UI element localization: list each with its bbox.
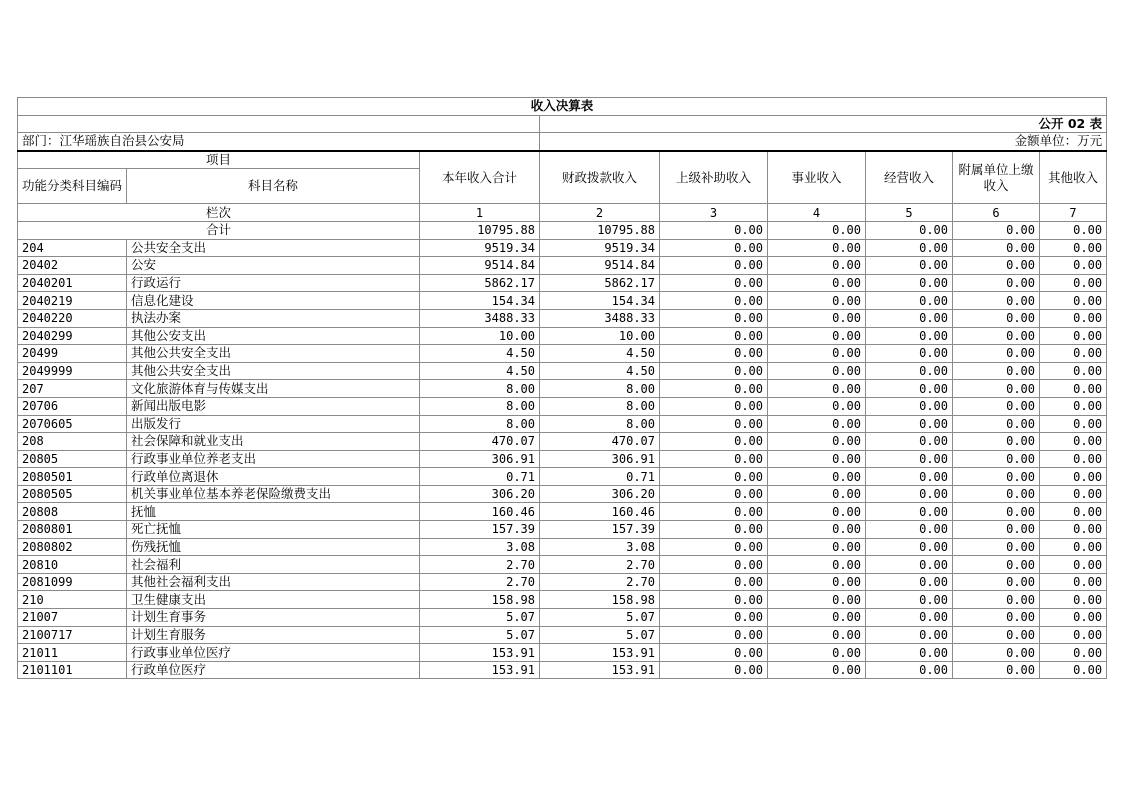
amount-cell: 0.00 bbox=[768, 415, 866, 433]
subject-name: 行政单位离退休 bbox=[127, 468, 420, 486]
amount-cell: 0.00 bbox=[866, 362, 953, 380]
amount-cell: 0.00 bbox=[660, 626, 768, 644]
amount-cell: 0.00 bbox=[768, 538, 866, 556]
amount-cell: 0.00 bbox=[1040, 573, 1107, 591]
amount-cell: 0.00 bbox=[1040, 556, 1107, 574]
amount-cell: 0.00 bbox=[953, 591, 1040, 609]
total-label: 合计 bbox=[18, 221, 420, 239]
amount-cell: 0.00 bbox=[1040, 362, 1107, 380]
subject-code: 2049999 bbox=[18, 362, 127, 380]
column-number: 3 bbox=[660, 204, 768, 222]
amount-cell: 4.50 bbox=[420, 362, 540, 380]
amount-cell: 0.00 bbox=[660, 573, 768, 591]
amount-cell: 153.91 bbox=[540, 644, 660, 662]
subject-code: 20706 bbox=[18, 397, 127, 415]
amount-cell: 0.00 bbox=[660, 485, 768, 503]
column-number: 4 bbox=[768, 204, 866, 222]
amount-cell: 0.00 bbox=[660, 292, 768, 310]
amount-cell: 0.00 bbox=[866, 485, 953, 503]
subject-name: 计划生育服务 bbox=[127, 626, 420, 644]
subject-name: 死亡抚恤 bbox=[127, 521, 420, 539]
col-header-7: 其他收入 bbox=[1040, 151, 1107, 204]
amount-cell: 0.00 bbox=[953, 538, 1040, 556]
amount-cell: 0.00 bbox=[953, 380, 1040, 398]
amount-cell: 0.00 bbox=[953, 274, 1040, 292]
amount-cell: 0.00 bbox=[953, 485, 1040, 503]
amount-cell: 0.00 bbox=[953, 468, 1040, 486]
amount-cell: 0.00 bbox=[953, 292, 1040, 310]
subject-name: 计划生育事务 bbox=[127, 609, 420, 627]
amount-cell: 0.00 bbox=[866, 239, 953, 257]
amount-cell: 0.00 bbox=[866, 433, 953, 451]
amount-cell: 153.91 bbox=[420, 644, 540, 662]
subject-code: 2080505 bbox=[18, 485, 127, 503]
total-value: 0.00 bbox=[953, 221, 1040, 239]
col-header-5: 经营收入 bbox=[866, 151, 953, 204]
amount-cell: 0.00 bbox=[660, 609, 768, 627]
unit-label: 金额单位：万元 bbox=[540, 133, 1107, 151]
amount-cell: 0.00 bbox=[1040, 274, 1107, 292]
table-row bbox=[18, 503, 1107, 521]
table-row bbox=[18, 345, 1107, 363]
subject-name: 社会保障和就业支出 bbox=[127, 433, 420, 451]
amount-cell: 0.00 bbox=[660, 503, 768, 521]
amount-cell: 0.00 bbox=[660, 556, 768, 574]
table-title: 收入决算表 bbox=[18, 98, 1107, 116]
amount-cell: 2.70 bbox=[420, 556, 540, 574]
amount-cell: 0.00 bbox=[953, 257, 1040, 275]
amount-cell: 0.00 bbox=[953, 573, 1040, 591]
amount-cell: 0.00 bbox=[768, 591, 866, 609]
amount-cell: 0.00 bbox=[660, 415, 768, 433]
amount-cell: 0.00 bbox=[866, 292, 953, 310]
amount-cell: 5.07 bbox=[420, 626, 540, 644]
amount-cell: 0.00 bbox=[768, 345, 866, 363]
amount-cell: 0.00 bbox=[1040, 450, 1107, 468]
amount-cell: 157.39 bbox=[540, 521, 660, 539]
table-row bbox=[18, 257, 1107, 275]
amount-cell: 0.00 bbox=[866, 380, 953, 398]
total-value: 0.00 bbox=[660, 221, 768, 239]
amount-cell: 0.00 bbox=[660, 257, 768, 275]
amount-cell: 0.00 bbox=[768, 239, 866, 257]
amount-cell: 9514.84 bbox=[420, 257, 540, 275]
amount-cell: 0.00 bbox=[866, 609, 953, 627]
amount-cell: 0.00 bbox=[768, 468, 866, 486]
amount-cell: 0.00 bbox=[768, 573, 866, 591]
amount-cell: 160.46 bbox=[540, 503, 660, 521]
amount-cell: 306.91 bbox=[540, 450, 660, 468]
table-row bbox=[18, 274, 1107, 292]
amount-cell: 306.20 bbox=[420, 485, 540, 503]
amount-cell: 0.00 bbox=[866, 556, 953, 574]
amount-cell: 0.00 bbox=[866, 644, 953, 662]
amount-cell: 3488.33 bbox=[540, 309, 660, 327]
amount-cell: 0.00 bbox=[953, 609, 1040, 627]
amount-cell: 0.00 bbox=[866, 468, 953, 486]
column-number-row bbox=[18, 204, 1107, 222]
amount-cell: 0.00 bbox=[1040, 292, 1107, 310]
amount-cell: 0.00 bbox=[768, 521, 866, 539]
amount-cell: 0.00 bbox=[953, 309, 1040, 327]
subject-code: 20499 bbox=[18, 345, 127, 363]
subject-name: 机关事业单位基本养老保险缴费支出 bbox=[127, 485, 420, 503]
amount-cell: 0.00 bbox=[768, 257, 866, 275]
amount-cell: 470.07 bbox=[540, 433, 660, 451]
subject-name: 其他公共安全支出 bbox=[127, 345, 420, 363]
amount-cell: 0.00 bbox=[866, 591, 953, 609]
amount-cell: 0.00 bbox=[768, 644, 866, 662]
subject-code: 2040219 bbox=[18, 292, 127, 310]
amount-cell: 0.00 bbox=[660, 591, 768, 609]
subject-code: 2040299 bbox=[18, 327, 127, 345]
amount-cell: 0.00 bbox=[768, 433, 866, 451]
subject-name: 伤残抚恤 bbox=[127, 538, 420, 556]
table-row bbox=[18, 397, 1107, 415]
amount-cell: 0.00 bbox=[953, 644, 1040, 662]
amount-cell: 154.34 bbox=[420, 292, 540, 310]
subject-code: 204 bbox=[18, 239, 127, 257]
amount-cell: 0.00 bbox=[866, 345, 953, 363]
amount-cell: 0.00 bbox=[953, 397, 1040, 415]
amount-cell: 158.98 bbox=[540, 591, 660, 609]
subject-name: 其他公安支出 bbox=[127, 327, 420, 345]
amount-cell: 5.07 bbox=[540, 626, 660, 644]
subject-code: 20810 bbox=[18, 556, 127, 574]
title-row bbox=[18, 98, 1107, 116]
amount-cell: 0.00 bbox=[768, 556, 866, 574]
total-value: 0.00 bbox=[866, 221, 953, 239]
subject-code: 208 bbox=[18, 433, 127, 451]
amount-cell: 8.00 bbox=[540, 397, 660, 415]
amount-cell: 0.00 bbox=[1040, 661, 1107, 679]
amount-cell: 0.00 bbox=[953, 327, 1040, 345]
amount-cell: 9519.34 bbox=[540, 239, 660, 257]
table-row bbox=[18, 521, 1107, 539]
amount-cell: 0.00 bbox=[953, 521, 1040, 539]
subject-name: 信息化建设 bbox=[127, 292, 420, 310]
amount-cell: 0.00 bbox=[660, 239, 768, 257]
amount-cell: 8.00 bbox=[540, 415, 660, 433]
subject-name: 社会福利 bbox=[127, 556, 420, 574]
amount-cell: 8.00 bbox=[420, 397, 540, 415]
amount-cell: 0.00 bbox=[768, 327, 866, 345]
form-number-row bbox=[18, 115, 1107, 133]
amount-cell: 0.00 bbox=[768, 609, 866, 627]
amount-cell: 0.00 bbox=[660, 362, 768, 380]
amount-cell: 0.00 bbox=[768, 292, 866, 310]
amount-cell: 0.00 bbox=[866, 626, 953, 644]
table-row bbox=[18, 468, 1107, 486]
amount-cell: 0.00 bbox=[953, 415, 1040, 433]
amount-cell: 470.07 bbox=[420, 433, 540, 451]
amount-cell: 4.50 bbox=[420, 345, 540, 363]
amount-cell: 0.00 bbox=[953, 239, 1040, 257]
amount-cell: 5862.17 bbox=[420, 274, 540, 292]
department-row bbox=[18, 133, 1107, 151]
amount-cell: 0.00 bbox=[1040, 397, 1107, 415]
amount-cell: 0.00 bbox=[1040, 309, 1107, 327]
amount-cell: 154.34 bbox=[540, 292, 660, 310]
amount-cell: 0.00 bbox=[866, 415, 953, 433]
amount-cell: 0.00 bbox=[866, 521, 953, 539]
column-number: 2 bbox=[540, 204, 660, 222]
form-number: 公开 02 表 bbox=[540, 115, 1107, 133]
amount-cell: 0.00 bbox=[660, 309, 768, 327]
amount-cell: 0.00 bbox=[1040, 609, 1107, 627]
amount-cell: 9519.34 bbox=[420, 239, 540, 257]
column-number: 6 bbox=[953, 204, 1040, 222]
amount-cell: 0.00 bbox=[768, 503, 866, 521]
total-value: 0.00 bbox=[768, 221, 866, 239]
subject-name: 其他公共安全支出 bbox=[127, 362, 420, 380]
amount-cell: 153.91 bbox=[540, 661, 660, 679]
amount-cell: 5862.17 bbox=[540, 274, 660, 292]
amount-cell: 0.00 bbox=[660, 433, 768, 451]
amount-cell: 10.00 bbox=[420, 327, 540, 345]
amount-cell: 0.00 bbox=[1040, 503, 1107, 521]
table-row bbox=[18, 309, 1107, 327]
table-row bbox=[18, 450, 1107, 468]
code-header: 功能分类科目编码 bbox=[18, 169, 127, 204]
subject-name: 行政事业单位养老支出 bbox=[127, 450, 420, 468]
subject-name: 文化旅游体育与传媒支出 bbox=[127, 380, 420, 398]
amount-cell: 0.00 bbox=[866, 309, 953, 327]
table-row bbox=[18, 362, 1107, 380]
amount-cell: 8.00 bbox=[420, 380, 540, 398]
amount-cell: 10.00 bbox=[540, 327, 660, 345]
col-header-3: 上级补助收入 bbox=[660, 151, 768, 204]
amount-cell: 0.00 bbox=[866, 450, 953, 468]
amount-cell: 0.00 bbox=[1040, 433, 1107, 451]
total-row bbox=[18, 221, 1107, 239]
amount-cell: 0.00 bbox=[1040, 257, 1107, 275]
column-number: 1 bbox=[420, 204, 540, 222]
amount-cell: 0.00 bbox=[660, 468, 768, 486]
income-final-accounts-table bbox=[17, 97, 1107, 679]
col-header-1: 本年收入合计 bbox=[420, 151, 540, 204]
amount-cell: 4.50 bbox=[540, 362, 660, 380]
subject-code: 2081099 bbox=[18, 573, 127, 591]
amount-cell: 158.98 bbox=[420, 591, 540, 609]
table-row bbox=[18, 380, 1107, 398]
amount-cell: 0.00 bbox=[660, 521, 768, 539]
amount-cell: 0.71 bbox=[420, 468, 540, 486]
amount-cell: 0.00 bbox=[768, 485, 866, 503]
subject-name: 公安 bbox=[127, 257, 420, 275]
amount-cell: 0.00 bbox=[660, 380, 768, 398]
column-number-label: 栏次 bbox=[18, 204, 420, 222]
col-header-2: 财政拨款收入 bbox=[540, 151, 660, 204]
amount-cell: 306.20 bbox=[540, 485, 660, 503]
subject-code: 21011 bbox=[18, 644, 127, 662]
amount-cell: 0.00 bbox=[953, 362, 1040, 380]
table-row bbox=[18, 292, 1107, 310]
department-label: 部门：江华瑶族自治县公安局 bbox=[18, 133, 540, 151]
amount-cell: 0.00 bbox=[1040, 644, 1107, 662]
amount-cell: 160.46 bbox=[420, 503, 540, 521]
amount-cell: 0.71 bbox=[540, 468, 660, 486]
name-header: 科目名称 bbox=[127, 169, 420, 204]
amount-cell: 0.00 bbox=[866, 257, 953, 275]
amount-cell: 0.00 bbox=[953, 503, 1040, 521]
amount-cell: 0.00 bbox=[768, 362, 866, 380]
amount-cell: 0.00 bbox=[866, 503, 953, 521]
total-value: 10795.88 bbox=[540, 221, 660, 239]
subject-name: 公共安全支出 bbox=[127, 239, 420, 257]
table-row bbox=[18, 661, 1107, 679]
subject-code: 2080501 bbox=[18, 468, 127, 486]
table-row bbox=[18, 573, 1107, 591]
subject-code: 2080801 bbox=[18, 521, 127, 539]
amount-cell: 0.00 bbox=[660, 644, 768, 662]
total-value: 0.00 bbox=[1040, 221, 1107, 239]
table-row bbox=[18, 538, 1107, 556]
amount-cell: 2.70 bbox=[540, 573, 660, 591]
table-row bbox=[18, 591, 1107, 609]
amount-cell: 0.00 bbox=[1040, 538, 1107, 556]
amount-cell: 0.00 bbox=[1040, 239, 1107, 257]
amount-cell: 3488.33 bbox=[420, 309, 540, 327]
amount-cell: 0.00 bbox=[1040, 485, 1107, 503]
amount-cell: 0.00 bbox=[953, 433, 1040, 451]
amount-cell: 0.00 bbox=[866, 397, 953, 415]
amount-cell: 3.08 bbox=[540, 538, 660, 556]
subject-name: 卫生健康支出 bbox=[127, 591, 420, 609]
subject-code: 210 bbox=[18, 591, 127, 609]
amount-cell: 3.08 bbox=[420, 538, 540, 556]
table-row bbox=[18, 327, 1107, 345]
amount-cell: 0.00 bbox=[660, 661, 768, 679]
table-row bbox=[18, 556, 1107, 574]
amount-cell: 0.00 bbox=[953, 450, 1040, 468]
table-row bbox=[18, 485, 1107, 503]
amount-cell: 157.39 bbox=[420, 521, 540, 539]
subject-name: 行政事业单位医疗 bbox=[127, 644, 420, 662]
amount-cell: 153.91 bbox=[420, 661, 540, 679]
subject-name: 行政运行 bbox=[127, 274, 420, 292]
blank-cell bbox=[18, 115, 540, 133]
column-number: 7 bbox=[1040, 204, 1107, 222]
subject-code: 2040220 bbox=[18, 309, 127, 327]
amount-cell: 0.00 bbox=[1040, 380, 1107, 398]
subject-code: 2040201 bbox=[18, 274, 127, 292]
amount-cell: 0.00 bbox=[768, 309, 866, 327]
amount-cell: 9514.84 bbox=[540, 257, 660, 275]
amount-cell: 0.00 bbox=[660, 327, 768, 345]
subject-name: 行政单位医疗 bbox=[127, 661, 420, 679]
table-row bbox=[18, 626, 1107, 644]
subject-code: 207 bbox=[18, 380, 127, 398]
amount-cell: 0.00 bbox=[953, 345, 1040, 363]
amount-cell: 0.00 bbox=[1040, 327, 1107, 345]
amount-cell: 0.00 bbox=[866, 327, 953, 345]
col-header-4: 事业收入 bbox=[768, 151, 866, 204]
table-row bbox=[18, 433, 1107, 451]
amount-cell: 0.00 bbox=[953, 556, 1040, 574]
subject-code: 2080802 bbox=[18, 538, 127, 556]
table-row bbox=[18, 644, 1107, 662]
amount-cell: 0.00 bbox=[1040, 415, 1107, 433]
subject-name: 出版发行 bbox=[127, 415, 420, 433]
project-header: 项目 bbox=[18, 151, 420, 169]
amount-cell: 0.00 bbox=[660, 450, 768, 468]
table-row bbox=[18, 609, 1107, 627]
amount-cell: 0.00 bbox=[768, 397, 866, 415]
amount-cell: 2.70 bbox=[540, 556, 660, 574]
subject-code: 2101101 bbox=[18, 661, 127, 679]
col-header-6: 附属单位上缴收入 bbox=[953, 151, 1040, 204]
amount-cell: 0.00 bbox=[768, 661, 866, 679]
subject-code: 20808 bbox=[18, 503, 127, 521]
subject-code: 2100717 bbox=[18, 626, 127, 644]
subject-code: 20805 bbox=[18, 450, 127, 468]
subject-name: 执法办案 bbox=[127, 309, 420, 327]
amount-cell: 0.00 bbox=[660, 274, 768, 292]
subject-code: 2070605 bbox=[18, 415, 127, 433]
amount-cell: 0.00 bbox=[768, 274, 866, 292]
table-row bbox=[18, 239, 1107, 257]
total-value: 10795.88 bbox=[420, 221, 540, 239]
table-row bbox=[18, 415, 1107, 433]
amount-cell: 0.00 bbox=[866, 538, 953, 556]
subject-code: 21007 bbox=[18, 609, 127, 627]
amount-cell: 0.00 bbox=[866, 274, 953, 292]
subject-name: 新闻出版电影 bbox=[127, 397, 420, 415]
amount-cell: 4.50 bbox=[540, 345, 660, 363]
amount-cell: 5.07 bbox=[420, 609, 540, 627]
subject-code: 20402 bbox=[18, 257, 127, 275]
subject-name: 其他社会福利支出 bbox=[127, 573, 420, 591]
amount-cell: 0.00 bbox=[660, 397, 768, 415]
column-number: 5 bbox=[866, 204, 953, 222]
amount-cell: 2.70 bbox=[420, 573, 540, 591]
amount-cell: 0.00 bbox=[1040, 626, 1107, 644]
amount-cell: 0.00 bbox=[953, 661, 1040, 679]
amount-cell: 0.00 bbox=[1040, 345, 1107, 363]
subject-name: 抚恤 bbox=[127, 503, 420, 521]
amount-cell: 5.07 bbox=[540, 609, 660, 627]
amount-cell: 0.00 bbox=[866, 661, 953, 679]
amount-cell: 0.00 bbox=[1040, 521, 1107, 539]
amount-cell: 0.00 bbox=[866, 573, 953, 591]
header-row-1 bbox=[18, 151, 1107, 169]
amount-cell: 8.00 bbox=[420, 415, 540, 433]
amount-cell: 0.00 bbox=[1040, 591, 1107, 609]
amount-cell: 8.00 bbox=[540, 380, 660, 398]
amount-cell: 0.00 bbox=[660, 345, 768, 363]
amount-cell: 0.00 bbox=[1040, 468, 1107, 486]
amount-cell: 306.91 bbox=[420, 450, 540, 468]
amount-cell: 0.00 bbox=[953, 626, 1040, 644]
amount-cell: 0.00 bbox=[768, 380, 866, 398]
amount-cell: 0.00 bbox=[768, 626, 866, 644]
amount-cell: 0.00 bbox=[768, 450, 866, 468]
amount-cell: 0.00 bbox=[660, 538, 768, 556]
